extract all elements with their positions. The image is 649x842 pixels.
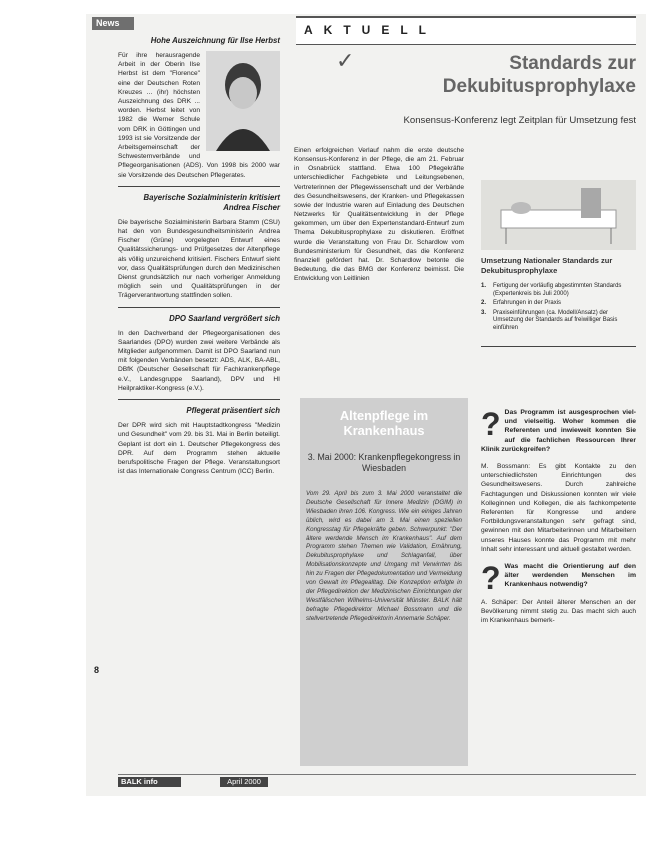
info-box-list	[481, 283, 636, 335]
article-subtitle: Konsensus-Konferenz legt Zeitplan für Umsetzung fest	[403, 115, 636, 126]
portrait-photo	[206, 51, 280, 151]
question-mark-icon: ?	[481, 406, 501, 442]
news-heading-4: Pflegerat präsentiert sich	[186, 406, 280, 416]
list-item: 2. Erfahrungen in der Praxis	[481, 300, 562, 307]
patient-bed-photo	[481, 180, 636, 250]
footer-divider	[118, 774, 636, 775]
spacer	[481, 590, 636, 598]
event-box-text: Vom 29. April bis zum 3. Mai 2000 veranstaltet die Deutsche Gesellschaft für Innere Medizin (DGIM) in Wiesbaden ihren 106. Kongress. Wie ein einiges Jahren üblich, wird es dabei am 3. Mai einen speziellen Kongresstag für Pflegekräfte geben. Schwerpunkt: "Der ältere werdende Mensch im Krankenhaus". Auf dem Programm stehen Themen wie Validation, Ernährung, Dekubitusprophylaxe und Schlaganfall, über Mobilisationskonzepte und Umgang mit Verwirrten bis hin zu Fragen der Pflegedokumentation und Vermeidung von Gewalt im Pflegealltag. Die Konzeption erfolgte in der Pflegedirektion der Medizinischen Einrichtungen der Westfälischen Wilhelms-Universität Münster. BALK hält befragte Pflegedirektor Michael Bossmann und die stellvertretende Pflegedirektorin Annemarie Schäper.	[306, 490, 462, 622]
news-text-2: Die bayerische Sozialministerin Barbara Stamm (CSU) hat den von Bundesgesundheitsministerin Andrea Fischer (Grüne) vorgelegten Entwurf eines Qualitätssicherungs- und Prüfgesetzes der Altenpflege als völlig unzureichend kritisiert. Fischers Entwurf sieht vor, dass Qualitätsprüfungen durch den Medizinischen Dienst grundsätzlich nur nach vorheriger Anmeldung möglich sein und Qualitätsprüfungen in der Trägerverantwortung stattfinden sollen.	[118, 218, 280, 300]
interview-answer-2: A. Schäper: Der Anteil älterer Menschen an der Bevölkerung nimmt stetig zu. Das macht sich auch im Krankenhaus bemerk-	[481, 598, 636, 625]
section-header	[296, 16, 636, 45]
news-text-3: In den Dachverband der Pflegeorganisationen des Saarlandes (DPO) wurden zwei weitere Verbände als Mitglieder aufgenommen. Damit ist DPO Saarland nun mit folgenden Verbänden besetzt: ADS, ALK, BA-ABL, DBfK (Deutscher Gesellschaft für Fachkrankenpflege e.V., Landesgruppe Saarland), DPV und HI Heilpraktiker-Kongress (e.V.).	[118, 329, 280, 392]
article-body	[294, 146, 464, 283]
article-title: Standards zur Dekubitusprophylaxe	[442, 53, 636, 97]
news-text-4: Der DPR wird sich mit Hauptstadtkongress "Medizin und Gesundheit" vom 29. bis 31. Mai in Berlin beteiligt. Geplant ist dort ein 1. Deutscher Pflegekongress des DPR. Auf dem Programm stehen aktuelle berufspolitische Fragen der Pflege. Veranstaltungsort ist das Internationale Congress Centrum (ICC) Berlin.	[118, 422, 280, 476]
list-item: 3. Praxiseinführungen (ca. Modell/Ansatz) der Umsetzung der Standards auf freiwilliger Basis einführen	[481, 309, 618, 331]
divider	[118, 307, 280, 308]
question-mark-icon: ?	[481, 560, 501, 597]
news-section-tab: News	[92, 17, 134, 30]
article-text: Einen erfolgreichen Verlauf nahm die erste deutsche Konsensus-Konferenz in der Pflege, die am 21. Februar in Osnabrück stattfand. Etwa 100 Pflegekräfte unterschiedlicher Fachgebiete und Leitungsebenen, Vertreterinnen der Pflegewissenschaft und der Verbände des Gesundheitswesens, der Kranken- und Pflegekassen sowie der Industrie waren auf Einladung des Deutschen Netzwerks für Qualitätsentwicklung in der Pflege gekommen, um über den Expertenstandard-Entwurf zum Thema Dekubitusprophylaxe zu diskutieren. Eröffnet wurde die Veranstaltung von Frau Dr. Schardlow vom Bundesministerium für Gesundheit, das die Konferenz finanziell gefördert hat. Dr. Schardlow betonte die Bedeutung, die das BMG der Konferenz beimisst. Die Entwicklung von Leitlinien	[294, 147, 464, 283]
spacer	[481, 554, 636, 562]
news-heading-2: Bayerische Sozialministerin kritisiert Andrea Fischer	[143, 192, 280, 212]
divider	[481, 346, 636, 347]
spacer	[481, 454, 636, 462]
footer-date: April 2000	[220, 777, 268, 787]
interview-question-1: ? Das Programm ist ausgesprochen viel- und vielseitig. Woher kommen die Referenten und inwieweit konnten Sie auf die fachlichen Ressourcen Ihrer Klinik zurückgreifen?	[481, 406, 636, 453]
news-heading-1: Hohe Auszeichnung für Ilse Herbst	[150, 36, 280, 45]
interview-answer-1: M. Bossmann: Es gibt Kontakte zu den unterschiedlichsten Einrichtungen des Gesundheitswesens. Durch zahlreiche Fachtagungen und Diskussionen konnten wir viele Kolleginnen und Kollegen, die als fachkompetente Referenten für Kongresse und andere Fortbildungsveranstaltungen sehr gefragt sind, gewinnen mit den Mitarbeiterinnen und Mitarbeitern unseres Hauses konnte das Programm mit mehr Inhalt sehr interessant und aktuell gestaltet werden.	[481, 463, 636, 553]
news-text-1: Für ihre herausragende Arbeit in der Oberin Ilse Herbst ist dem "Florence" eine der Deutschen Roten Kreuzes ... (ihr) höchsten Auszeichnung des DRK ... worden. Herbst leitet von 1982 die Werner Schule vom DRK in Göttingen und 1993 ist sie Vorsitzende der Arbeitsgemeinschaft der Schwesternverbände und Pflegeorganisationen (ADS). Von 1998 bis 2000 war sie Vorsitzende des Deutschen Pflegerates.	[118, 52, 280, 179]
footer-magazine: BALK info	[118, 777, 181, 787]
section-header-label: AKTUELL	[304, 23, 437, 37]
divider	[118, 186, 280, 187]
divider	[118, 399, 280, 400]
event-box-subtitle: 3. Mai 2000: Krankenpflegekongress in Wiesbaden	[307, 452, 461, 473]
interview-question-2: ? Was macht die Orientierung auf den älter werdenden Menschen im Krankenhaus notwendig?	[481, 560, 636, 597]
news-heading-3: DPO Saarland vergrößert sich	[169, 313, 280, 323]
checkmark-icon: ✓	[336, 48, 355, 73]
page-number: 8	[94, 665, 100, 675]
news-column	[118, 36, 280, 476]
list-item: 1. Fertigung der vorläufig abgestimmten Standards (Expertenkreis bis Juli 2000)	[481, 283, 622, 297]
event-box-title: Altenpflege im Krankenhaus	[339, 408, 429, 438]
interview-column	[481, 408, 636, 625]
info-box-title: Umsetzung Nationaler Standards zur Dekubitusprophylaxe	[481, 256, 613, 275]
